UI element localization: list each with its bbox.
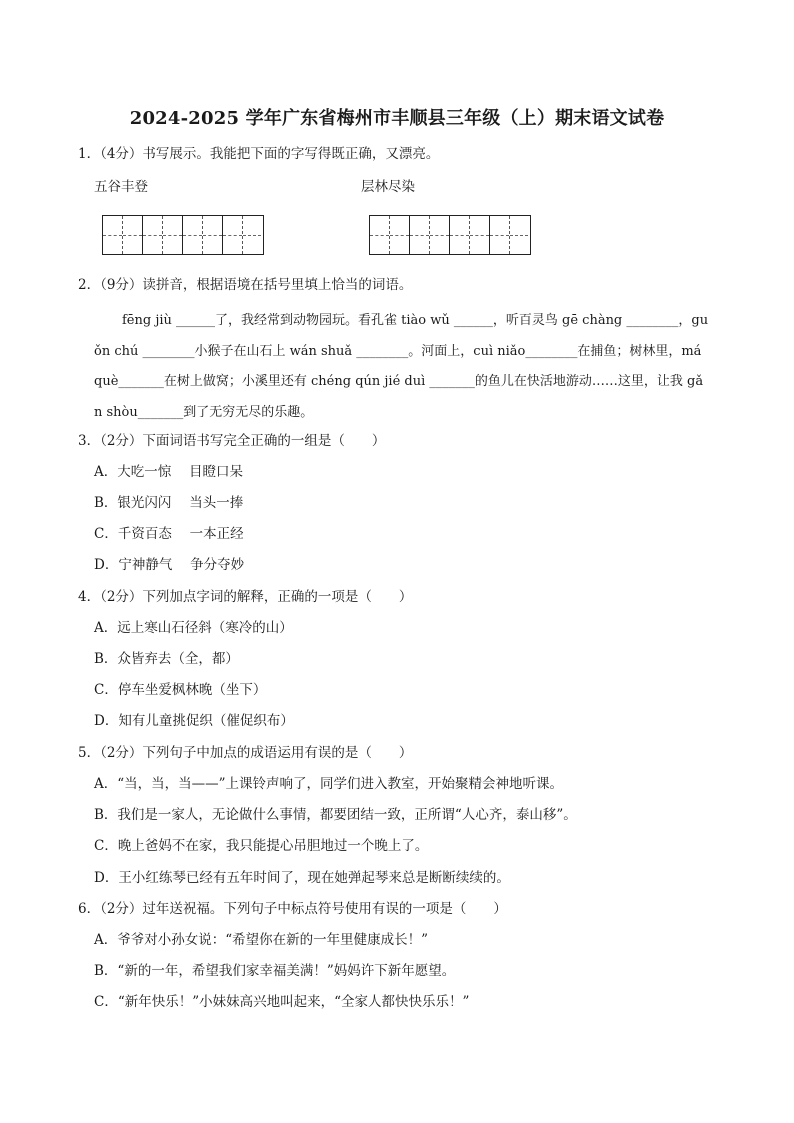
- q6-option-b[interactable]: B．“新的一年，希望我们家幸福美满！”妈妈许下新年愿望。: [94, 963, 456, 979]
- q5-option-a[interactable]: A．“当，当，当——”上课铃声响了，同学们进入教室，开始聚精会神地听课。: [94, 776, 564, 792]
- q2-passage-line-4: n shòu_______到了无穷无尽的乐趣。: [94, 405, 314, 420]
- q4-option-d[interactable]: D．知有儿童挑促织（催促织布）: [94, 713, 294, 729]
- q6-option-a[interactable]: A．爷爷对小孙女说：“希望你在新的一年里健康成长！”: [94, 932, 429, 948]
- q4-option-a[interactable]: A．远上寒山石径斜（寒冷的山）: [94, 620, 293, 636]
- writing-grid-1[interactable]: [102, 215, 264, 255]
- question-3: 3．（2分）下面词语书写完全正确的一组是（ ）: [78, 433, 386, 449]
- q4-option-b[interactable]: B．众皆弃去（全，都）: [94, 651, 239, 667]
- question-5: 5．（2分）下列句子中加点的成语运用有误的是（ ）: [78, 745, 413, 761]
- q5-option-c[interactable]: C．晚上爸妈不在家，我只能提心吊胆地过一个晚上了。: [94, 838, 429, 854]
- question-6: 6．（2分）过年送祝福。下列句子中标点符号使用有误的一项是（ ）: [78, 901, 507, 917]
- q5-option-d[interactable]: D．王小红练琴已经有五年时间了，现在她弹起琴来总是断断续续的。: [94, 870, 510, 886]
- question-1: 1．（4分）书写展示。我能把下面的字写得既正确，又漂亮。: [78, 146, 440, 162]
- q3-option-c[interactable]: C．千资百态 一本正经: [94, 526, 244, 542]
- q1-word-1: 五谷丰登: [94, 179, 148, 195]
- question-4: 4．（2分）下列加点字词的解释，正确的一项是（ ）: [78, 589, 413, 605]
- q3-option-a[interactable]: A．大吃一惊 目瞪口呆: [94, 464, 244, 480]
- q2-passage-line-3: què_______在树上做窝；小溪里还有 chéng qún jié duì _______的鱼儿在快活地游动……这里，让我 gǎ: [94, 374, 704, 389]
- question-2: 2．（9分）读拼音，根据语境在括号里填上恰当的词语。: [78, 277, 413, 293]
- writing-grid-2[interactable]: [369, 215, 531, 255]
- q3-option-d[interactable]: D．宁神静气 争分夺妙: [94, 557, 245, 573]
- q3-option-b[interactable]: B．银光闪闪 当头一捧: [94, 495, 244, 511]
- q2-passage-line-2: ǒn chú ________小猴子在山石上 wán shuǎ ________。河面上，cuì niǎo________在捕鱼；树林里，má: [94, 344, 702, 359]
- q2-passage-line-1: fēng jiù ______了，我经常到动物园玩。看孔雀 tiào wǔ ______，听百灵鸟 gē chàng ________，gu: [122, 313, 709, 328]
- q4-option-c[interactable]: C．停车坐爱枫林晚（坐下）: [94, 682, 267, 698]
- q5-option-b[interactable]: B．我们是一家人，无论做什么事情，都要团结一致，正所谓“人心齐，泰山移”。: [94, 807, 577, 823]
- q1-word-2: 层林尽染: [361, 179, 415, 195]
- q6-option-c[interactable]: C．“新年快乐！”小妹妹高兴地叫起来，“全家人都快快乐乐！”: [94, 994, 470, 1010]
- page-title: 2024-2025 学年广东省梅州市丰顺县三年级（上）期末语文试卷: [129, 108, 665, 129]
